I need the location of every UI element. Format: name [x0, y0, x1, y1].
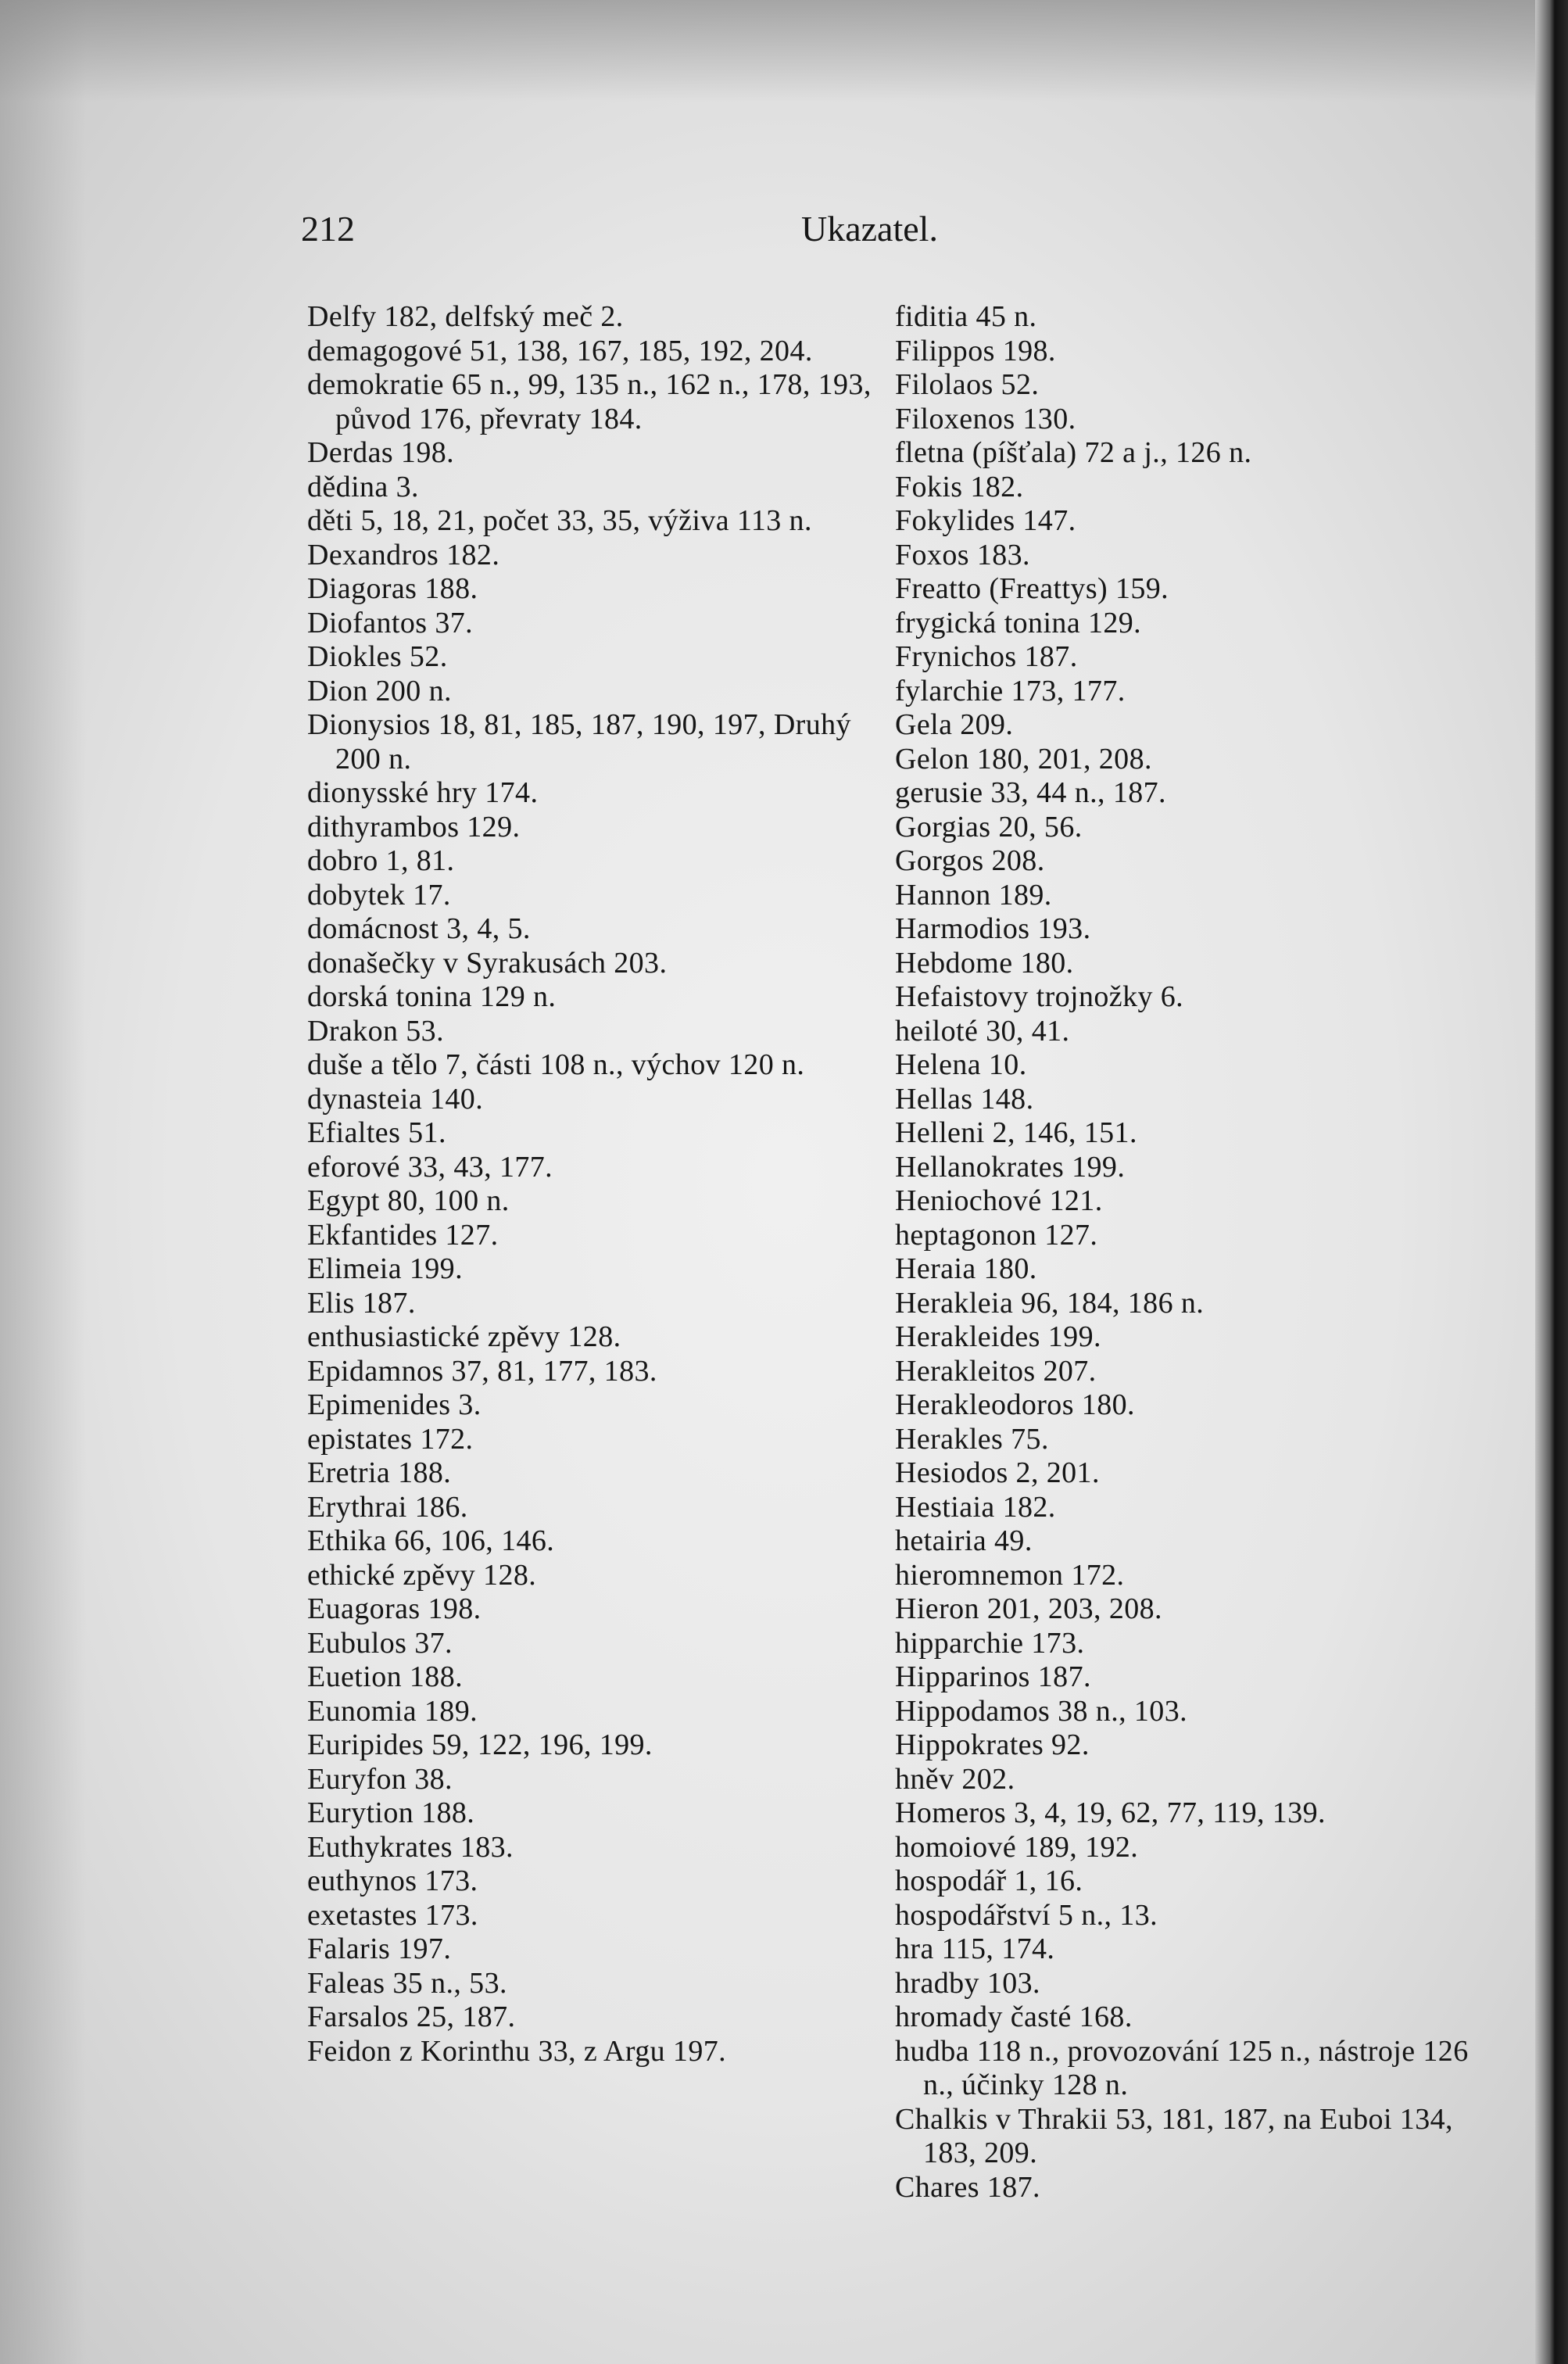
index-entry: hospodářství 5 n., 13. — [895, 1898, 1158, 1932]
index-entry: Eubulos 37. — [307, 1626, 453, 1660]
index-entry: hudba 118 n., provozování 125 n., nástroje 126 n., účinky 128 n. — [895, 2034, 1469, 2101]
index-entry: Freatto (Freattys) 159. — [895, 572, 1169, 605]
index-entry: heiloté 30, 41. — [895, 1014, 1070, 1048]
index-entry: donašečky v Syrakusách 203. — [307, 946, 668, 980]
index-entry: Herakles 75. — [895, 1422, 1049, 1456]
index-entry: Ekfantides 127. — [307, 1218, 499, 1252]
index-entry: demokratie 65 n., 99, 135 n., 162 n., 178, 193, původ 176, převraty 184. — [307, 368, 872, 435]
index-entry: fylarchie 173, 177. — [895, 674, 1126, 707]
index-entry: Hipparinos 187. — [895, 1660, 1091, 1693]
index-entry: Chares 187. — [895, 2170, 1040, 2204]
index-entry: Chalkis v Thrakii 53, 181, 187, na Euboi 134, 183, 209. — [895, 2102, 1453, 2169]
index-entry: Gelon 180, 201, 208. — [895, 742, 1152, 775]
index-entry: Erythrai 186. — [307, 1490, 468, 1524]
index-entry: Herakleodoros 180. — [895, 1388, 1135, 1421]
index-entry: Hefaistovy trojnožky 6. — [895, 980, 1184, 1013]
index-entry: eforové 33, 43, 177. — [307, 1150, 553, 1184]
index-entry: Hellanokrates 199. — [895, 1150, 1126, 1184]
index-entry: Helena 10. — [895, 1048, 1027, 1081]
index-entry: Herakleides 199. — [895, 1320, 1101, 1353]
index-entry: Efialtes 51. — [307, 1116, 446, 1149]
index-entry: Hannon 189. — [895, 878, 1052, 912]
index-entry: Hippokrates 92. — [895, 1728, 1090, 1761]
index-entry: Eunomia 189. — [307, 1694, 478, 1728]
index-entry: Eretria 188. — [307, 1456, 452, 1489]
index-entry: Eurytion 188. — [307, 1796, 475, 1829]
index-entry: domácnost 3, 4, 5. — [307, 912, 531, 945]
index-entry: hradby 103. — [895, 1966, 1040, 2000]
index-entry: Harmodios 193. — [895, 912, 1091, 945]
index-entry: Hellas 148. — [895, 1082, 1034, 1116]
index-entry: exetastes 173. — [307, 1898, 478, 1932]
index-column-left — [307, 300, 886, 2068]
index-entry: Heniochové 121. — [895, 1184, 1103, 1217]
index-entry: Ethika 66, 106, 146. — [307, 1524, 555, 1557]
index-entry: Euryfon 38. — [307, 1762, 453, 1796]
index-entry: Gorgias 20, 56. — [895, 810, 1083, 844]
index-entry: děti 5, 18, 21, počet 33, 35, výživa 113 n. — [307, 504, 812, 537]
index-entry: homoiové 189, 192. — [895, 1830, 1139, 1864]
index-entry: Homeros 3, 4, 19, 62, 77, 119, 139. — [895, 1796, 1326, 1829]
index-entry: hromady časté 168. — [895, 2000, 1133, 2033]
index-entry: hieromnemon 172. — [895, 1558, 1125, 1592]
index-entry: euthynos 173. — [307, 1864, 478, 1897]
index-entry: Derdas 198. — [307, 436, 455, 469]
index-entry: enthusiastické zpěvy 128. — [307, 1320, 621, 1353]
index-entry: Faleas 35 n., 53. — [307, 1966, 507, 2000]
index-entry: Foxos 183. — [895, 538, 1030, 571]
index-entry: Diofantos 37. — [307, 606, 474, 639]
index-entry: gerusie 33, 44 n., 187. — [895, 776, 1166, 809]
index-entry: dionysské hry 174. — [307, 776, 539, 809]
index-column-right — [895, 300, 1470, 2205]
index-entry: Filippos 198. — [895, 334, 1056, 367]
page-left-shadow — [0, 0, 86, 2364]
index-entry: hetairia 49. — [895, 1524, 1033, 1557]
index-entry: Euripides 59, 122, 196, 199. — [307, 1728, 653, 1761]
index-entry: Feidon z Korinthu 33, z Argu 197. — [307, 2034, 727, 2068]
index-entry: Filolaos 52. — [895, 368, 1040, 401]
index-entry: duše a tělo 7, části 108 n., výchov 120 n. — [307, 1048, 805, 1081]
index-entry: hněv 202. — [895, 1762, 1015, 1796]
index-entry: dynasteia 140. — [307, 1082, 484, 1116]
index-entry: dobytek 17. — [307, 878, 451, 912]
index-entry: Frynichos 187. — [895, 640, 1078, 673]
index-entry: dithyrambos 129. — [307, 810, 521, 844]
index-entry: Drakon 53. — [307, 1014, 444, 1048]
index-entry: Dion 200 n. — [307, 674, 452, 707]
page-top-shadow — [0, 0, 1535, 102]
index-entry: Herakleia 96, 184, 186 n. — [895, 1286, 1205, 1320]
index-entry: dorská tonina 129 n. — [307, 980, 557, 1013]
index-entry: Helleni 2, 146, 151. — [895, 1116, 1137, 1149]
index-entry: Epidamnos 37, 81, 177, 183. — [307, 1354, 657, 1388]
index-entry: hra 115, 174. — [895, 1932, 1055, 1965]
index-entry: Herakleitos 207. — [895, 1354, 1097, 1388]
index-entry: Euetion 188. — [307, 1660, 463, 1693]
index-entry: fiditia 45 n. — [895, 300, 1037, 333]
index-entry: Gela 209. — [895, 708, 1014, 741]
index-entry: epistates 172. — [307, 1422, 474, 1456]
index-entry: Hesiodos 2, 201. — [895, 1456, 1100, 1489]
index-entry: Dionysios 18, 81, 185, 187, 190, 197, Druhý 200 n. — [307, 708, 851, 775]
index-entry: Egypt 80, 100 n. — [307, 1184, 510, 1217]
index-entry: Euagoras 198. — [307, 1592, 481, 1625]
index-entry: Hieron 201, 203, 208. — [895, 1592, 1162, 1625]
index-entry: ethické zpěvy 128. — [307, 1558, 537, 1592]
index-entry: Filoxenos 130. — [895, 402, 1076, 435]
index-entry: fletna (píšťala) 72 a j., 126 n. — [895, 436, 1252, 469]
page-header — [301, 202, 1239, 256]
index-entry: Elis 187. — [307, 1286, 416, 1320]
index-entry: Gorgos 208. — [895, 844, 1045, 877]
index-entry: Farsalos 25, 187. — [307, 2000, 516, 2033]
index-entry: Diagoras 188. — [307, 572, 478, 605]
book-binding-edge — [1535, 0, 1568, 2364]
index-entry: Hestiaia 182. — [895, 1490, 1056, 1524]
index-entry: Diokles 52. — [307, 640, 448, 673]
index-entry: Hippodamos 38 n., 103. — [895, 1694, 1188, 1728]
index-entry: Fokylides 147. — [895, 504, 1076, 537]
index-entry: Dexandros 182. — [307, 538, 500, 571]
index-entry: frygická tonina 129. — [895, 606, 1142, 639]
page-number: 212 — [301, 209, 355, 249]
index-entry: Epimenides 3. — [307, 1388, 481, 1421]
index-entry: Falaris 197. — [307, 1932, 452, 1965]
index-entry: Heraia 180. — [895, 1252, 1037, 1285]
running-head: Ukazatel. — [801, 209, 938, 249]
index-entry: dobro 1, 81. — [307, 844, 455, 877]
index-entry: Euthykrates 183. — [307, 1830, 514, 1864]
index-entry: Fokis 182. — [895, 470, 1024, 503]
index-entry: demagogové 51, 138, 167, 185, 192, 204. — [307, 334, 813, 367]
index-entry: hospodář 1, 16. — [895, 1864, 1083, 1897]
index-entry: Elimeia 199. — [307, 1252, 463, 1285]
index-entry: dědina 3. — [307, 470, 419, 503]
index-entry: Delfy 182, delfský meč 2. — [307, 300, 624, 333]
index-entry: Hebdome 180. — [895, 946, 1074, 980]
index-entry: heptagonon 127. — [895, 1218, 1098, 1252]
index-entry: hipparchie 173. — [895, 1626, 1085, 1660]
